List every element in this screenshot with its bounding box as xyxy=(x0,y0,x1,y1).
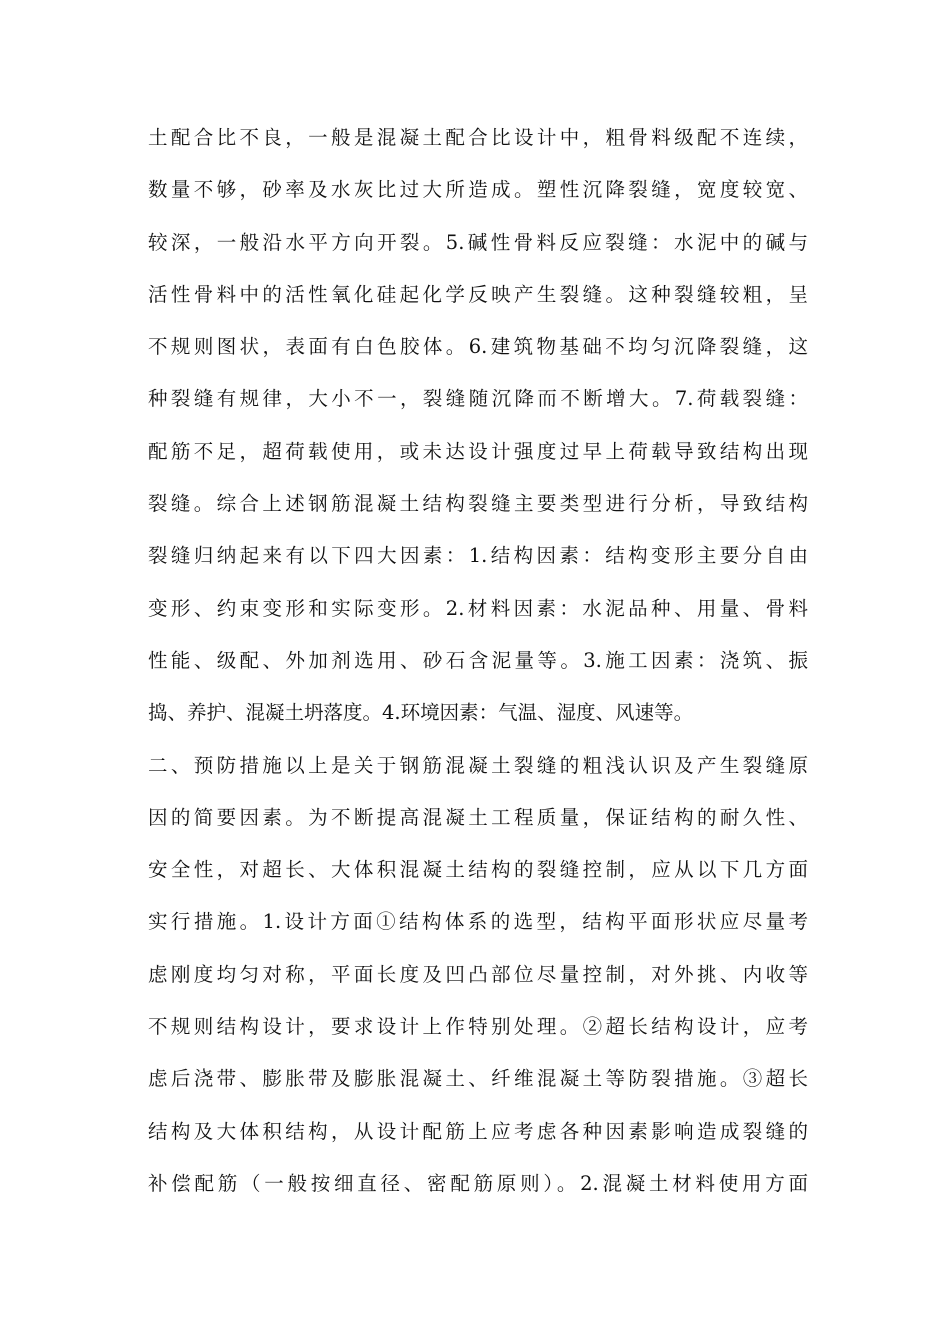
text-line: 结构及大体积结构，从设计配筋上应考虑各种因素影响造成裂缝的 xyxy=(148,1119,808,1143)
text-line: 裂缝归纳起来有以下四大因素：1.结构因素：结构变形主要分自由 xyxy=(148,544,808,568)
text-line: 不规则结构设计，要求设计上作特别处理。②超长结构设计，应考 xyxy=(148,1015,808,1039)
text-line: 因的简要因素。为不断提高混凝土工程质量，保证结构的耐久性、 xyxy=(148,805,808,829)
text-line: 虑后浇带、膨胀带及膨胀混凝土、纤维混凝土等防裂措施。③超长 xyxy=(148,1067,808,1091)
body-text xyxy=(148,118,808,1216)
text-line: 补偿配筋（一般按细直径、密配筋原则）。2.混凝土材料使用方面 xyxy=(148,1171,808,1195)
text-line: 虑刚度均匀对称，平面长度及凹凸部位尽量控制，对外挑、内收等 xyxy=(148,962,808,986)
text-line: 安全性，对超长、大体积混凝土结构的裂缝控制，应从以下几方面 xyxy=(148,858,808,882)
text-line: 配筋不足，超荷载使用，或未达设计强度过早上荷载导致结构出现 xyxy=(148,439,808,463)
text-line: 数量不够，砂率及水灰比过大所造成。塑性沉降裂缝，宽度较宽、 xyxy=(148,178,808,202)
text-line: 实行措施。1.设计方面①结构体系的选型，结构平面形状应尽量考 xyxy=(148,910,808,934)
text-line: 裂缝。综合上述钢筋混凝土结构裂缝主要类型进行分析，导致结构 xyxy=(148,492,808,516)
text-line: 不规则图状，表面有白色胶体。6.建筑物基础不均匀沉降裂缝，这 xyxy=(148,335,808,359)
text-line: 较深，一般沿水平方向开裂。5.碱性骨料反应裂缝：水泥中的碱与 xyxy=(148,230,808,254)
text-line: 种裂缝有规律，大小不一，裂缝随沉降而不断增大。7.荷载裂缝： xyxy=(148,387,808,411)
text-line: 二、预防措施以上是关于钢筋混凝土裂缝的粗浅认识及产生裂缝原 xyxy=(148,753,808,777)
text-line: 活性骨料中的活性氧化硅起化学反映产生裂缝。这种裂缝较粗，呈 xyxy=(148,282,808,306)
text-line: 性能、级配、外加剂选用、砂石含泥量等。3.施工因素：浇筑、振 xyxy=(148,648,808,672)
text-line: 变形、约束变形和实际变形。2.材料因素：水泥品种、用量、骨料 xyxy=(148,596,808,620)
text-line: 土配合比不良，一般是混凝土配合比设计中，粗骨料级配不连续， xyxy=(148,126,808,149)
text-line: 捣、养护、混凝土坍落度。4.环境因素：气温、湿度、风速等。 xyxy=(148,701,694,725)
